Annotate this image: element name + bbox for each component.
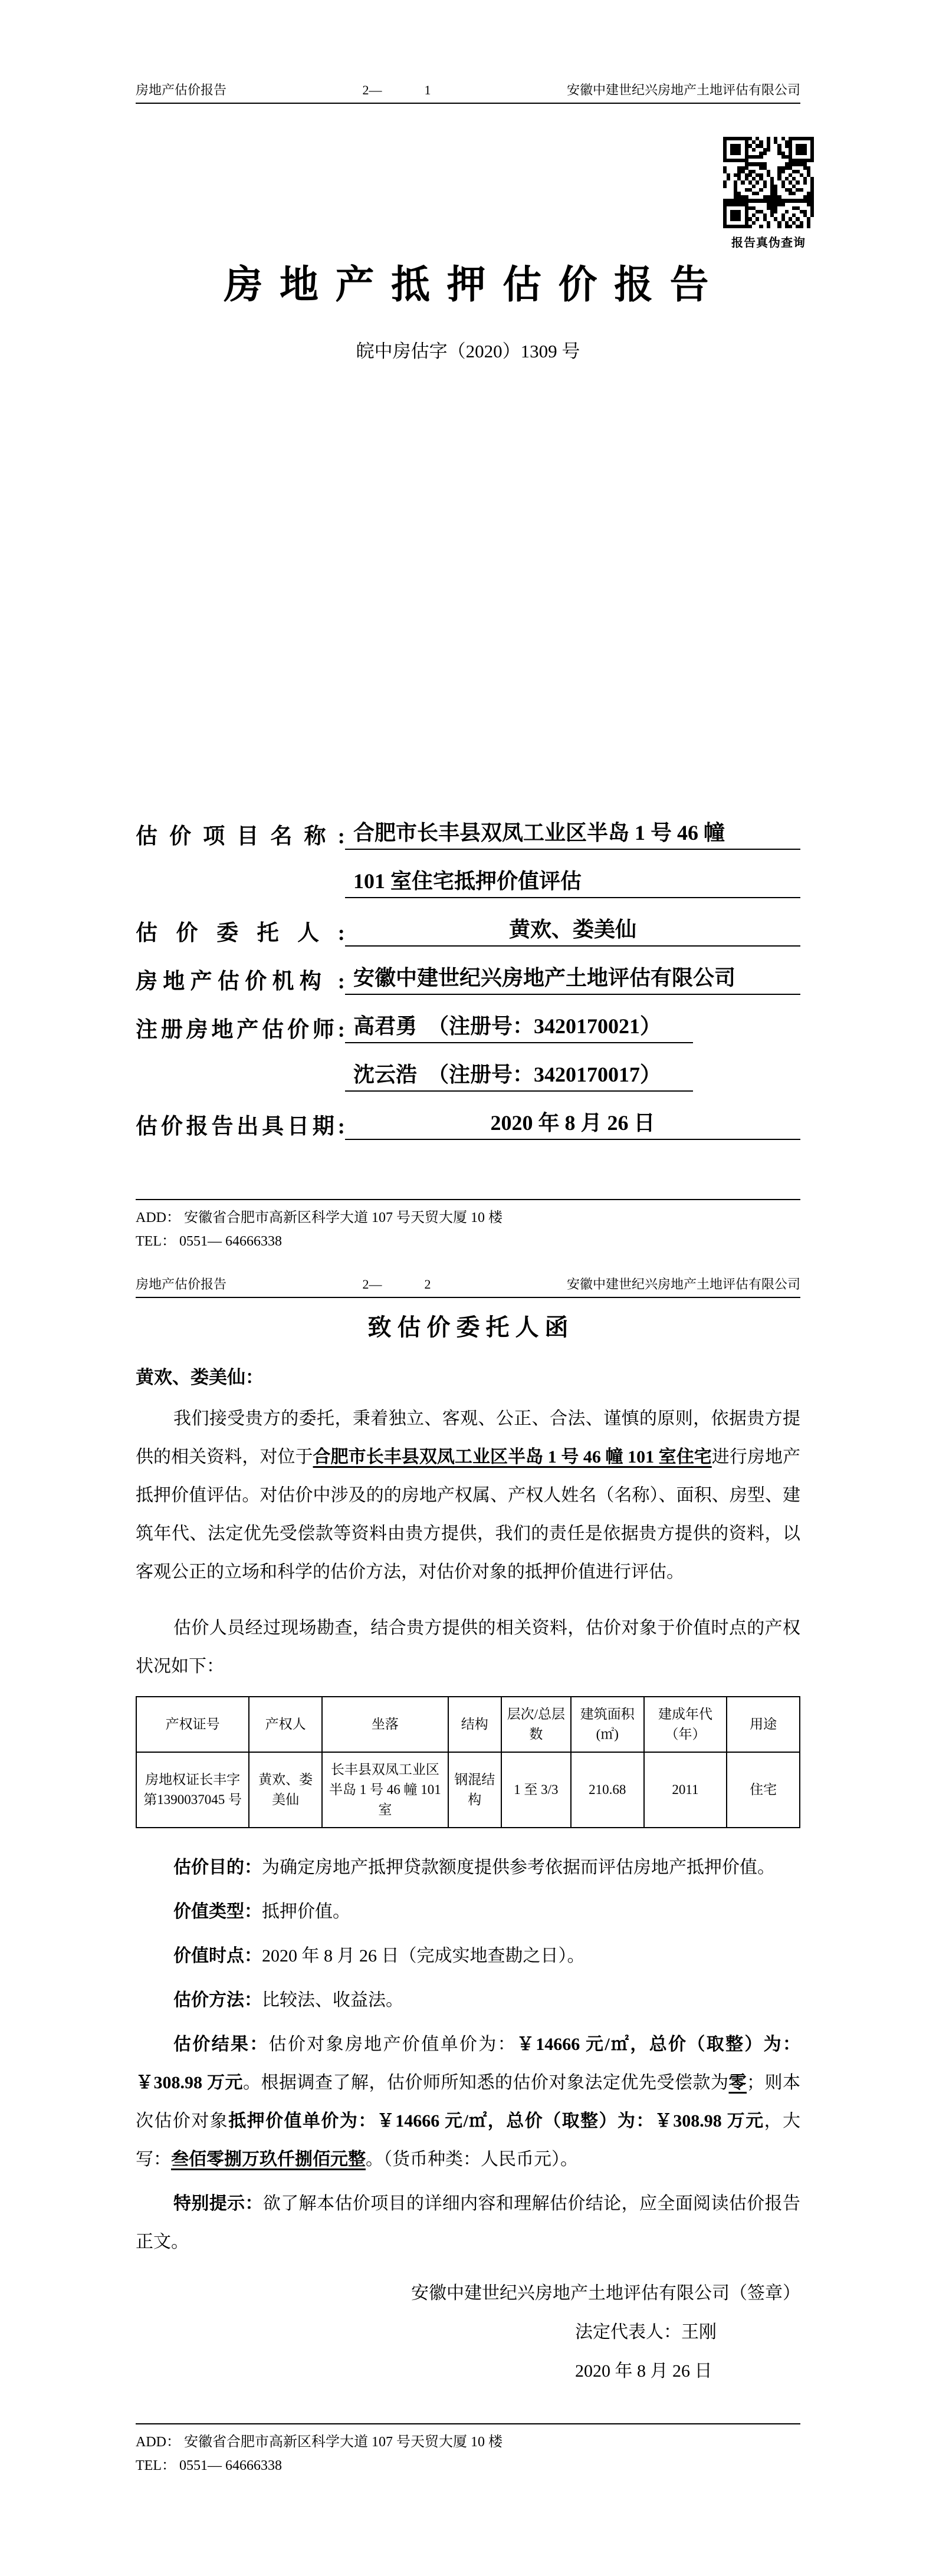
paragraph-value-date: 价值时点：2020 年 8 月 26 日（完成实地查勘之日）。 [173, 1946, 585, 1966]
table-cell: 长丰县双凤工业区半岛 1 号 46 幢 101 室 [322, 1752, 448, 1828]
field-project-name [136, 801, 800, 850]
field-value: 安徽中建世纪兴房地产土地评估有限公司 [345, 965, 800, 995]
field-value: 合肥市长丰县双凤工业区半岛 1 号 46 幢 [345, 820, 800, 850]
header-company-name: 安徽中建世纪兴房地产土地评估有限公司 [566, 83, 800, 97]
paragraph-survey: 估价人员经过现场勘查，结合贵方提供的相关资料，估价对象于价值时点的产权状况如下： [136, 1618, 800, 1677]
table-cell: 房地权证长丰字第1390037045 号 [136, 1752, 249, 1828]
page1-footer [136, 1199, 800, 1253]
footer-tel: TEL： 0551— 64666338 [136, 1234, 282, 1250]
property-table [136, 1696, 800, 1828]
field-agency [136, 947, 800, 995]
table-header-cell: 坐落 [322, 1697, 448, 1752]
header-company-name: 安徽中建世纪兴房地产土地评估有限公司 [566, 1277, 800, 1292]
signature-block [136, 2274, 800, 2391]
paragraph-intro: 我们接受贵方的委托，秉着独立、客观、公正、合法、谨慎的原则，依据贵方提供的相关资料，对位于合肥市长丰县双凤工业区半岛 1 号 46 幢 101 室住宅进行房地产抵押价值评估。对估价中涉及的的房地产权属、产权人姓名（名称）、面积、房型、建筑年代、法定优先受偿款等资料由贵方提供，我们的责任是依据贵方提供的资料，以客观公正的立场和科学的估价方法，对估价对象的抵押价值进行评估。 [136, 1409, 801, 1582]
footer-address: ADD： 安徽省合肥市高新区科学大道 107 号天贸大厦 10 楼 [136, 2434, 503, 2450]
header-page-number [363, 83, 431, 98]
table-cell: 2011 [644, 1752, 727, 1828]
paragraph-method: 估价方法：比较法、收益法。 [173, 1990, 403, 2010]
paragraph-result: 估价结果：估价对象房地产价值单价为：￥14666 元/㎡，总价（取整）为：￥308.98 万元。根据调查了解，估价师所知悉的估价对象法定优先受偿款为零；则本次估价对象抵押价值单价为：￥14666 元/㎡，总价（取整）为：￥308.98 万元，大写：叁佰零捌万玖仟捌佰元整。（货币种类：人民币元）。 [136, 2035, 801, 2170]
table-cell: 住宅 [727, 1752, 800, 1828]
table-cell: 钢混结构 [448, 1752, 501, 1828]
table-cell: 1 至 3/3 [501, 1752, 571, 1828]
signature-representative: 法定代表人：王刚 [575, 2322, 717, 2342]
table-cell: 黄欢、娄美仙 [249, 1752, 322, 1828]
salutation: 黄欢、娄美仙： [136, 1367, 264, 1388]
header-page-total: 2— [362, 83, 382, 97]
signature-company: 安徽中建世纪兴房地产土地评估有限公司（签章） [411, 2283, 800, 2304]
qr-code-icon [723, 137, 815, 228]
table-header-cell: 层次/总层数 [501, 1697, 571, 1752]
signature-date: 2020 年 8 月 26 日 [575, 2361, 712, 2381]
header-page-current: 2 [424, 1277, 431, 1292]
table-header-cell: 产权人 [249, 1697, 322, 1752]
field-label: 估价报告出具日期: [136, 1114, 345, 1139]
field-value: 黄欢、娄美仙 [345, 916, 800, 947]
field-label: 估 价 项 目 名 称 : [136, 824, 345, 849]
field-appraiser-2 [136, 1043, 800, 1092]
qr-verification [722, 137, 815, 250]
field-label: 注册房地产估价师: [136, 1017, 345, 1042]
table-header-cell: 产权证号 [136, 1697, 249, 1752]
field-value: 101 室住宅抵押价值评估 [345, 868, 800, 898]
qr-caption: 报告真伪查询 [731, 236, 806, 249]
table-header-cell: 用途 [727, 1697, 800, 1752]
page2-header [136, 1277, 800, 1298]
table-header-cell: 建成年代（年） [644, 1697, 727, 1752]
field-appraiser-1 [136, 995, 800, 1043]
table-header-cell: 建筑面积(㎡) [571, 1697, 644, 1752]
paragraph-notice: 特别提示：欲了解本估价项目的详细内容和理解估价结论，应全面阅读估价报告正文。 [136, 2194, 801, 2252]
header-page-current: 1 [424, 83, 431, 97]
cover-fields [136, 801, 800, 1140]
footer-tel: TEL： 0551— 64666338 [136, 2458, 282, 2474]
field-label: 房地产估价机构 : [136, 969, 345, 994]
page2-footer [136, 2423, 800, 2478]
header-doc-type: 房地产估价报告 [136, 83, 227, 97]
header-page-number [363, 1277, 431, 1292]
table-header-cell: 结构 [448, 1697, 501, 1752]
table-cell: 210.68 [571, 1752, 644, 1828]
page1-header [136, 83, 800, 104]
letter-title: 致 估 价 委 托 人 函 [367, 1314, 569, 1341]
header-doc-type: 房地产估价报告 [136, 1277, 227, 1292]
report-title: 房 地 产 抵 押 估 价 报 告 [224, 264, 712, 307]
paragraph-value-type: 价值类型：抵押价值。 [173, 1902, 350, 1922]
result-paragraphs [136, 1848, 800, 2261]
field-value: 高君勇 （注册号：3420170021） [345, 1013, 693, 1043]
table-header-row [136, 1697, 800, 1752]
field-project-name-cont [136, 850, 800, 898]
table-row [136, 1752, 800, 1828]
document-number: 皖中房估字（2020）1309 号 [356, 341, 580, 362]
field-report-date [136, 1092, 800, 1140]
header-page-total: 2— [362, 1277, 382, 1292]
field-client [136, 898, 800, 947]
paragraph-purpose: 估价目的：为确定房地产抵押贷款额度提供参考依据而评估房地产抵押价值。 [173, 1858, 775, 1878]
field-value: 沈云浩 （注册号：3420170017） [345, 1062, 693, 1092]
field-label: 估 价 委 托 人 : [136, 921, 345, 945]
field-value: 2020 年 8 月 26 日 [345, 1110, 800, 1140]
footer-address: ADD： 安徽省合肥市高新区科学大道 107 号天贸大厦 10 楼 [136, 1210, 503, 1226]
